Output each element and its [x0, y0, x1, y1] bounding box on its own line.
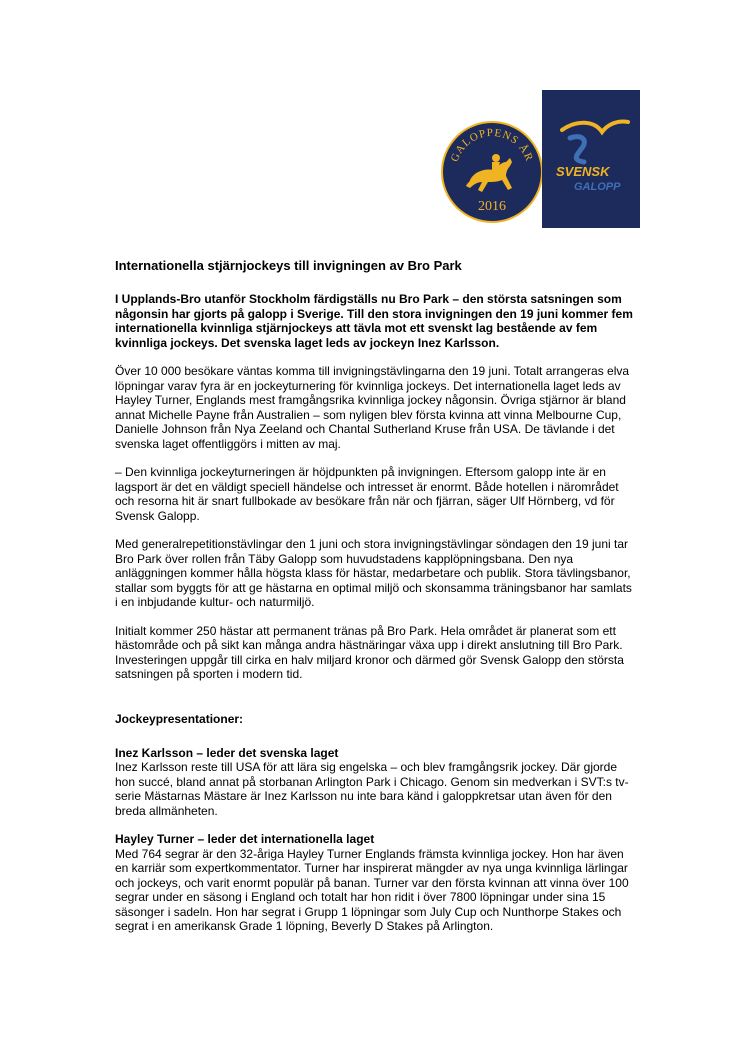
- logo-arc-text: GALOPPENS ÅR: [448, 126, 536, 164]
- jockey-name: Inez Karlsson – leder det svenska laget: [115, 745, 339, 760]
- logo-year: 2016: [478, 199, 506, 214]
- article-title: Internationella stjärnjockeys till invigningen av Bro Park: [115, 258, 462, 273]
- jockey-entry: [115, 832, 635, 934]
- jockey-entry: [115, 746, 635, 819]
- jockey-name: Hayley Turner – leder det internationella laget: [115, 832, 375, 846]
- section-heading: Jockeypresentationer:: [115, 711, 244, 726]
- logo-galopp-text: GALOPP: [574, 181, 621, 193]
- article-paragraph: Med generalrepetitionstävlingar den 1 juni och stora invigningstävlingar söndagen den 19 juni tar Bro Park över rollen från Täby Galopp som huvudstadens kapplöpningsbana. Den nya anläggningen kommer hålla högsta klass för hästar, medarbetare och publik. Stora tävlingsbanor, stallar som byggts för att ge hästarna en optimal miljö och skonsamma träningsbanor har samlats i en inbjudande kultur- och naturmiljö.: [115, 537, 632, 609]
- svensk-galopp-logo: [542, 90, 640, 228]
- article: [115, 258, 635, 948]
- jockey-bio: Med 764 segrar är den 32-åriga Hayley Turner Englands främsta kvinnliga jockey. Hon har även en karriär som expertkommentator. Turner har inspirerat mängder av nya unga kvinnliga lärlingar och jockeys, och varit enormt populär på banan. Turner var den första kvinnan att vinna över 100 segrar under en säsong i England och totalt har hon ridit i över 7800 löpningar under sina 15 säsonger i sadeln. Hon har segrat i Grupp 1 löpningar som July Cup och Nunthorpe Stakes och segrat i en amerikansk Grade 1 löpning, Beverly D Stakes på Arlington.: [115, 846, 629, 933]
- logo-area: [440, 90, 640, 228]
- article-lead: I Upplands-Bro utanför Stockholm färdigställs nu Bro Park – den största satsningen som någonsin har gjorts på galopp i Sverige. Till den stora invigningen den 19 juni kommer fem internationella kvinnliga stjärnjockeys att tävla mot ett svenskt lag bestående av fem kvinnliga jockeys. Det svenska laget leds av jockeyn Inez Karlsson.: [115, 292, 633, 350]
- article-paragraph: – Den kvinnliga jockeyturneringen är höjdpunkten på invigningen. Eftersom galopp inte är en lagsport är det en väldigt speciell händelse och intresset är enormt. Både hotellen i närområdet och resorna hit är snart fullbokade av besökare från när och fjärran, säger Ulf Hörnberg, vd för Svensk Galopp.: [115, 465, 619, 523]
- jockey-bio: Inez Karlsson reste till USA för att lära sig engelska – och blev framgångsrik jockey. Där gjorde hon succé, bland annat på storbanan Arlington Park i Chicago. Genom sin medverkan i SVT:s tv-serie Mästarnas Mästare är Inez Karlsson nu inte bara känd i galoppkretsar utan även för den breda allmänheten.: [115, 760, 629, 818]
- galoppens-ar-logo: [440, 110, 544, 228]
- logo-svensk-text: SVENSK: [556, 164, 610, 179]
- article-paragraph: Över 10 000 besökare väntas komma till invigningstävlingarna den 19 juni. Totalt arrangeras elva löpningar varav fyra är en jockeyturnering för kvinnliga jockeys. Det internationella laget leds av Hayley Turner, Englands mest framgångsrika kvinnliga jockey någonsin. Övriga stjärnor är bland annat Michelle Payne från Australien – som nyligen blev första kvinna att vinna Melbourne Cup, Danielle Johnson från Nya Zeeland och Chantal Sutherland Kruse från USA. De tävlande i det svenska laget offentliggörs i mitten av maj.: [115, 364, 630, 451]
- swoosh-icon: [562, 121, 628, 162]
- article-paragraph: Initialt kommer 250 hästar att permanent tränas på Bro Park. Hela området är planerat som ett hästområde och på sikt kan många andra hästnäringar växa upp i direkt anslutning till Bro Park. Investeringen uppgår till cirka en halv miljard kronor och därmed gör Svensk Galopp den största satsningen på sporten i modern tid.: [115, 623, 624, 681]
